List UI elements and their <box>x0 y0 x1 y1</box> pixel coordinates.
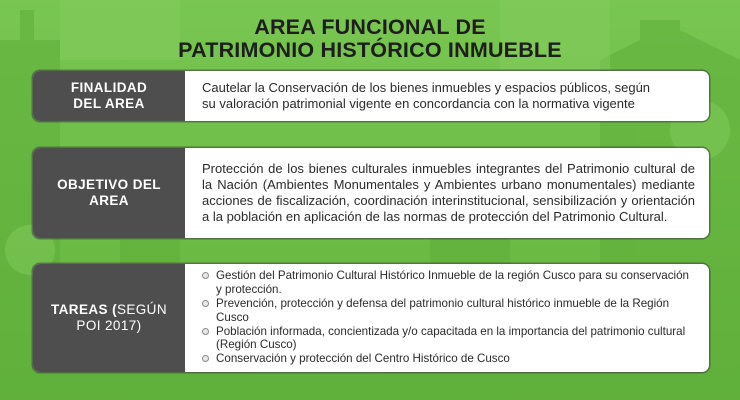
list-item <box>202 325 695 352</box>
circle-bullet-icon <box>202 328 209 335</box>
list-item <box>202 297 695 324</box>
finalidad-text-line-1: Cautelar la Conservación de los bienes inmuebles y espacios públicos, según <box>202 80 651 95</box>
title-line-2: PATRIMONIO HISTÓRICO INMUEBLE <box>178 38 562 62</box>
objetivo-text <box>185 148 709 238</box>
tarea-text-2: Prevención, protección y defensa del patrimonio cultural histórico inmueble de la Región Cusco <box>216 297 670 324</box>
tareas-label <box>33 264 185 372</box>
finalidad-label <box>33 71 185 121</box>
objetivo-label-line-1: OBJETIVO DEL <box>57 177 161 192</box>
objetivo-label-line-2: AREA <box>89 193 129 208</box>
page-title <box>0 16 740 62</box>
tareas-card <box>33 264 709 372</box>
tarea-text-3: Población informada, concientizada y/o capacitada en la importancia del patrimonio cultural (Región Cusco) <box>216 324 686 352</box>
title-line-1: AREA FUNCIONAL DE <box>254 15 486 39</box>
list-item <box>202 269 695 296</box>
objetivo-text-body: Protección de los bienes culturales inmuebles integrantes del Patrimonio cultural de la Nación (Ambientes Monumentales y Ambientes urbano monumentales) mediante acciones de fiscalización, coordinación interinstitucional, sensibilización y orientación a la población en aplicación de las normas de protección del Patrimonio Cultural. <box>202 161 695 224</box>
objetivo-label <box>33 148 185 238</box>
tareas-list <box>202 269 695 366</box>
finalidad-card <box>33 71 709 121</box>
list-item <box>202 352 695 366</box>
tarea-text-4: Conservación y protección del Centro Histórico de Cusco <box>216 352 510 366</box>
finalidad-text <box>185 71 709 121</box>
tareas-label-line-2: POI 2017) <box>76 318 142 333</box>
tareas-label-bold: TAREAS ( <box>51 302 117 317</box>
objetivo-card <box>33 148 709 238</box>
finalidad-label-line-2: DEL AREA <box>73 96 145 111</box>
finalidad-text-line-2: su valoración patrimonial vigente en concordancia con la normativa vigente <box>202 96 635 111</box>
finalidad-label-line-1: FINALIDAD <box>70 80 148 95</box>
circle-bullet-icon <box>202 355 209 362</box>
tareas-content <box>185 264 709 372</box>
tarea-text-1: Gestión del Patrimonio Cultural Histórico Inmueble de la región Cusco para su conservación y protección. <box>216 269 690 297</box>
circle-bullet-icon <box>202 272 209 279</box>
circle-bullet-icon <box>202 300 209 307</box>
tareas-label-line-1-rest: SEGÚN <box>116 302 167 317</box>
